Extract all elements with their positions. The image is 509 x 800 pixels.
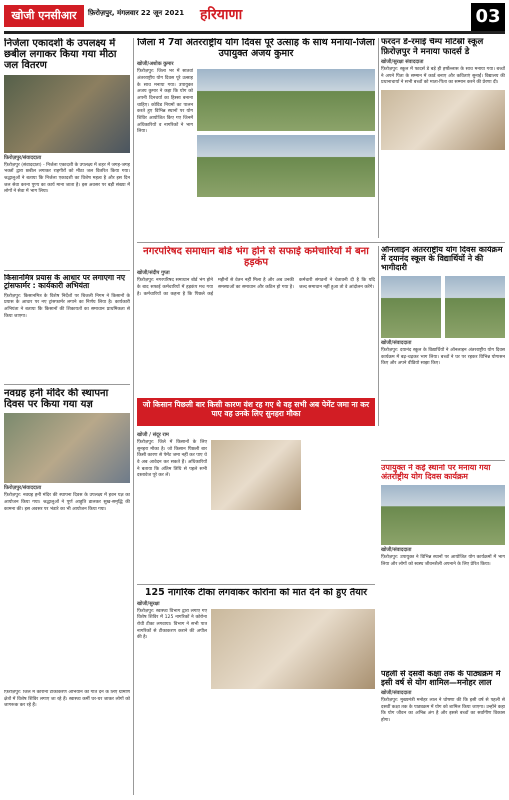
story-headline: फरदन डे-रमाई चैम्प मोटेस्री स्कूल फ़िरोज़पुर ने मनाया फादर्स डे	[381, 38, 484, 57]
masthead	[0, 0, 509, 36]
yoga-photo-1	[197, 69, 375, 131]
section-title: हरियाणा	[200, 7, 243, 23]
story-fardan	[381, 38, 505, 238]
story-headline: जिला में 7वां अंतरराष्ट्रीय योग दिवस पूरे उत्साह के साथ मनाया-जिला उपायुक्त अजय कुमार	[137, 38, 375, 59]
nirjala-photo	[4, 75, 130, 153]
story-body: फ़िरोज़पुर: दयानंद स्कूल के विद्यार्थियों ने ऑनलाइन अंतरराष्ट्रीय योग दिवस कार्यक्रम में बढ़-चढ़कर भाग लिया। बच्चों ने घर पर रहकर विभिन्न योगासन किए और अपने वीडियो साझा किए।	[381, 347, 505, 367]
vaccine-photo	[211, 609, 375, 689]
page-number: 03	[471, 3, 505, 31]
story-headline: ऑनलाइन अंतरराष्ट्रीय योग दिवस कार्यक्रम में दयानंद स्कूल के विद्यार्थियों ने की भागीदारी	[381, 246, 503, 272]
official-portrait	[211, 440, 301, 510]
story-byline: खोजी/संवाददाता	[381, 689, 412, 696]
story-byline: खोजी/संवाददाता	[381, 546, 412, 553]
online-yoga-photo-2	[445, 276, 505, 338]
fardan-photo	[381, 90, 505, 150]
online-yoga-photo-1	[381, 276, 441, 338]
story-byline: खोजी / संदूर राम	[137, 432, 169, 438]
story-body: फ़िरोज़पुर (संवाददाता) - निर्जला एकादशी के उपलक्ष्य में शहर में जगह-जगह भक्तों द्वारा छबील लगाकर राहगीरों को मीठा जल वितरित किया गया। श्रद्धालुओं ने बताया कि निर्जला एकादशी का विशेष महत्व है और इस दिन जल सेवा करना पुण्य का कार्य माना जाता है। इस अवसर पर बड़ी संख्या में लोगों ने सेवा में भाग लिया।	[4, 162, 130, 195]
section-divider	[137, 584, 375, 585]
story-byline: खोजी/संवाददाता	[381, 339, 412, 346]
story-body: फ़िरोज़पुर: जिला भर में सातवां अंतरराष्ट्रीय योग दिवस पूरे उत्साह के साथ मनाया गया। उपायुक्त अजय कुमार ने कहा कि योग को अपनी दिनचर्या का हिस्सा बनाना चाहिए। कोविड नियमों का पालन करते हुए विभिन्न स्थानों पर योग शिविर आयोजित किए गए जिनमें अधिकारियों व नागरिकों ने भाग लिया।	[137, 69, 193, 135]
kisan-banner: जो किसान पिछली बार किसी कारण वंश रह गए थे वह सभी अब पेमेंट जमा ना कर पाए वह उनके लिए सुनहरा मौका	[137, 398, 375, 426]
issue-date: फ़िरोज़पुर, मंगलवार 22 जून 2021	[88, 9, 185, 17]
story-body: फ़िरोज़पुर: मुख्यमंत्री मनोहर लाल ने घोषणा की कि इसी वर्ष से पहली से दसवीं कक्षा तक के पाठ्यक्रम में योग को शामिल किया जाएगा। उन्होंने कहा कि योग जीवन का अभिन्न अंग है और इससे बच्चों का सर्वांगीण विकास होगा।	[381, 697, 505, 723]
story-body: फ़िरोज़पुर: नवग्रह हनी मंदिर की स्थापना दिवस के उपलक्ष्य में हवन यज्ञ का आयोजन किया गया। श्रद्धालुओं ने पूर्ण आहुति डालकर सुख-समृद्धि की कामना की। इस अवसर पर भंडारे का भी आयोजन किया गया।	[4, 493, 130, 512]
story-upayukt	[381, 464, 505, 664]
navgrah-photo	[4, 413, 130, 483]
story-yoga-main	[137, 38, 375, 248]
story-body: फ़िरोज़पुर: नगरपरिषद समाधान बोर्ड भंग होने के बाद सफाई कर्मचारियों में हड़कंप मच गया है। कर्मचारियों का कहना है कि पिछले कई महीनों से वेतन नहीं मिला है और अब उनकी समस्याओं का समाधान और कठिन हो गया है। कर्मचारी संगठनों ने चेतावनी दी है कि यदि जल्द समाधान नहीं हुआ तो वे आंदोलन करेंगे।	[137, 278, 375, 297]
story-bottom-left	[4, 690, 130, 795]
story-body: फ़िरोज़पुर: किसानमित्र के विशेष निर्देशों पर बिजली निगम ने किसानों के प्रयास के आधार पर नए ट्रांसफार्मर लगाने का निर्णय लिया है। कार्यकारी अभियंता ने बताया कि किसानों की शिकायतों का समाधान प्राथमिकता से किया जाएगा।	[4, 293, 130, 319]
story-mahila	[137, 430, 375, 580]
story-headline: निर्जला एकादशी के उपलक्ष्य में छबील लगाकर किया गया मीठा जल वितरण	[4, 38, 117, 72]
story-class10	[381, 670, 505, 795]
story-byline: खोजी/अशोक कुमार	[137, 61, 174, 68]
masthead-rule	[4, 31, 505, 34]
column-divider	[378, 246, 379, 426]
story-vaccine	[137, 588, 375, 795]
column-divider	[133, 38, 134, 795]
story-body: फ़िरोज़पुर: जिले में किसानों के लिए सुनहरा मौका है। जो किसान पिछली बार किसी कारण से पेमेंट जमा नहीं कर पाए थे वे अब आवेदन कर सकते हैं। अधिकारियों ने बताया कि अंतिम तिथि से पहले सभी दस्तावेज पूरे कर लें।	[137, 440, 207, 479]
column-divider	[4, 270, 130, 271]
story-byline: फ़िरोज़पुर/संवाददाता	[4, 485, 42, 492]
upayukt-photo	[381, 485, 505, 545]
story-body: फ़िरोज़पुर: जिले में कोरोना टीकाकरण अभियान को गति देने के लिए ग्रामीण क्षेत्रों में विशेष शिविर लगाए जा रहे हैं। स्वास्थ्य कर्मी घर-घर जाकर लोगों को जागरूक कर रहे हैं।	[4, 690, 130, 709]
story-navgrah	[4, 388, 130, 688]
story-byline: फ़िरोज़पुर/संवाददाता	[4, 154, 42, 161]
newspaper-brand: खोजी एनसीआर	[4, 5, 84, 27]
story-online-yoga	[381, 246, 505, 456]
yoga-photo-2	[197, 135, 375, 197]
column-divider	[4, 384, 130, 385]
column-divider	[378, 38, 379, 238]
story-body: फ़िरोज़पुर: स्वास्थ्य विभाग द्वारा लगाए गए विशेष शिविर में 125 नागरिकों ने कोरोना रोधी टीका लगवाया। विभाग ने सभी पात्र नागरिकों से टीकाकरण कराने की अपील की है।	[137, 608, 207, 641]
story-byline: खोजी/सुरक्षा संवाददाता	[381, 59, 424, 66]
story-headline: उपायुक्त ने कई स्थानों पर मनाया गया अंतर्राष्ट्रीय योग दिवस कार्यक्रम	[381, 464, 491, 481]
story-headline: नवग्रह हनी मंदिर की स्थापना दिवस पर किया गया यज्ञ	[4, 388, 109, 411]
column-divider	[381, 460, 505, 461]
story-body: फ़िरोज़पुर: स्कूल में फादर्स डे बड़े ही हर्षोल्लास के साथ मनाया गया। बच्चों ने अपने पिता के सम्मान में कार्ड बनाए और कविताएं सुनाईं। विद्यालय की प्रधानाचार्या ने सभी बच्चों को माता-पिता का सम्मान करने की प्रेरणा दी।	[381, 67, 505, 86]
story-headline: किसानमित्र प्रयास के आधार पर लगाएगा नए ट्रांसफार्मर : कार्यकारी अभियंता	[4, 274, 125, 291]
story-headline: 125 नागरिक टीका लगवाकर कोरोना को मात देने को हुए तैयार	[144, 588, 368, 598]
story-headline: नगरपरिषद समाधान बोर्ड भंग होने से सफाई कर्मचारियों में बना हड़कंप	[143, 246, 369, 269]
story-nirjala	[4, 38, 130, 268]
story-byline: खोजी/संदीप गुप्ता	[137, 270, 170, 277]
story-kisan	[4, 274, 130, 352]
story-nagar	[137, 246, 375, 396]
story-body: फ़िरोज़पुर: उपायुक्त ने विभिन्न स्थानों पर आयोजित योग कार्यक्रमों में भाग लिया और लोगों को स्वस्थ जीवनशैली अपनाने के लिए प्रेरित किया।	[381, 554, 505, 567]
story-byline: खोजी/सुरक्षा	[137, 600, 160, 607]
section-divider	[137, 242, 505, 243]
story-headline: पहली से दसवीं कक्षा तक के पाठ्यक्रम में इसी वर्ष से योग शामिल—मनोहर लाल	[381, 670, 501, 687]
